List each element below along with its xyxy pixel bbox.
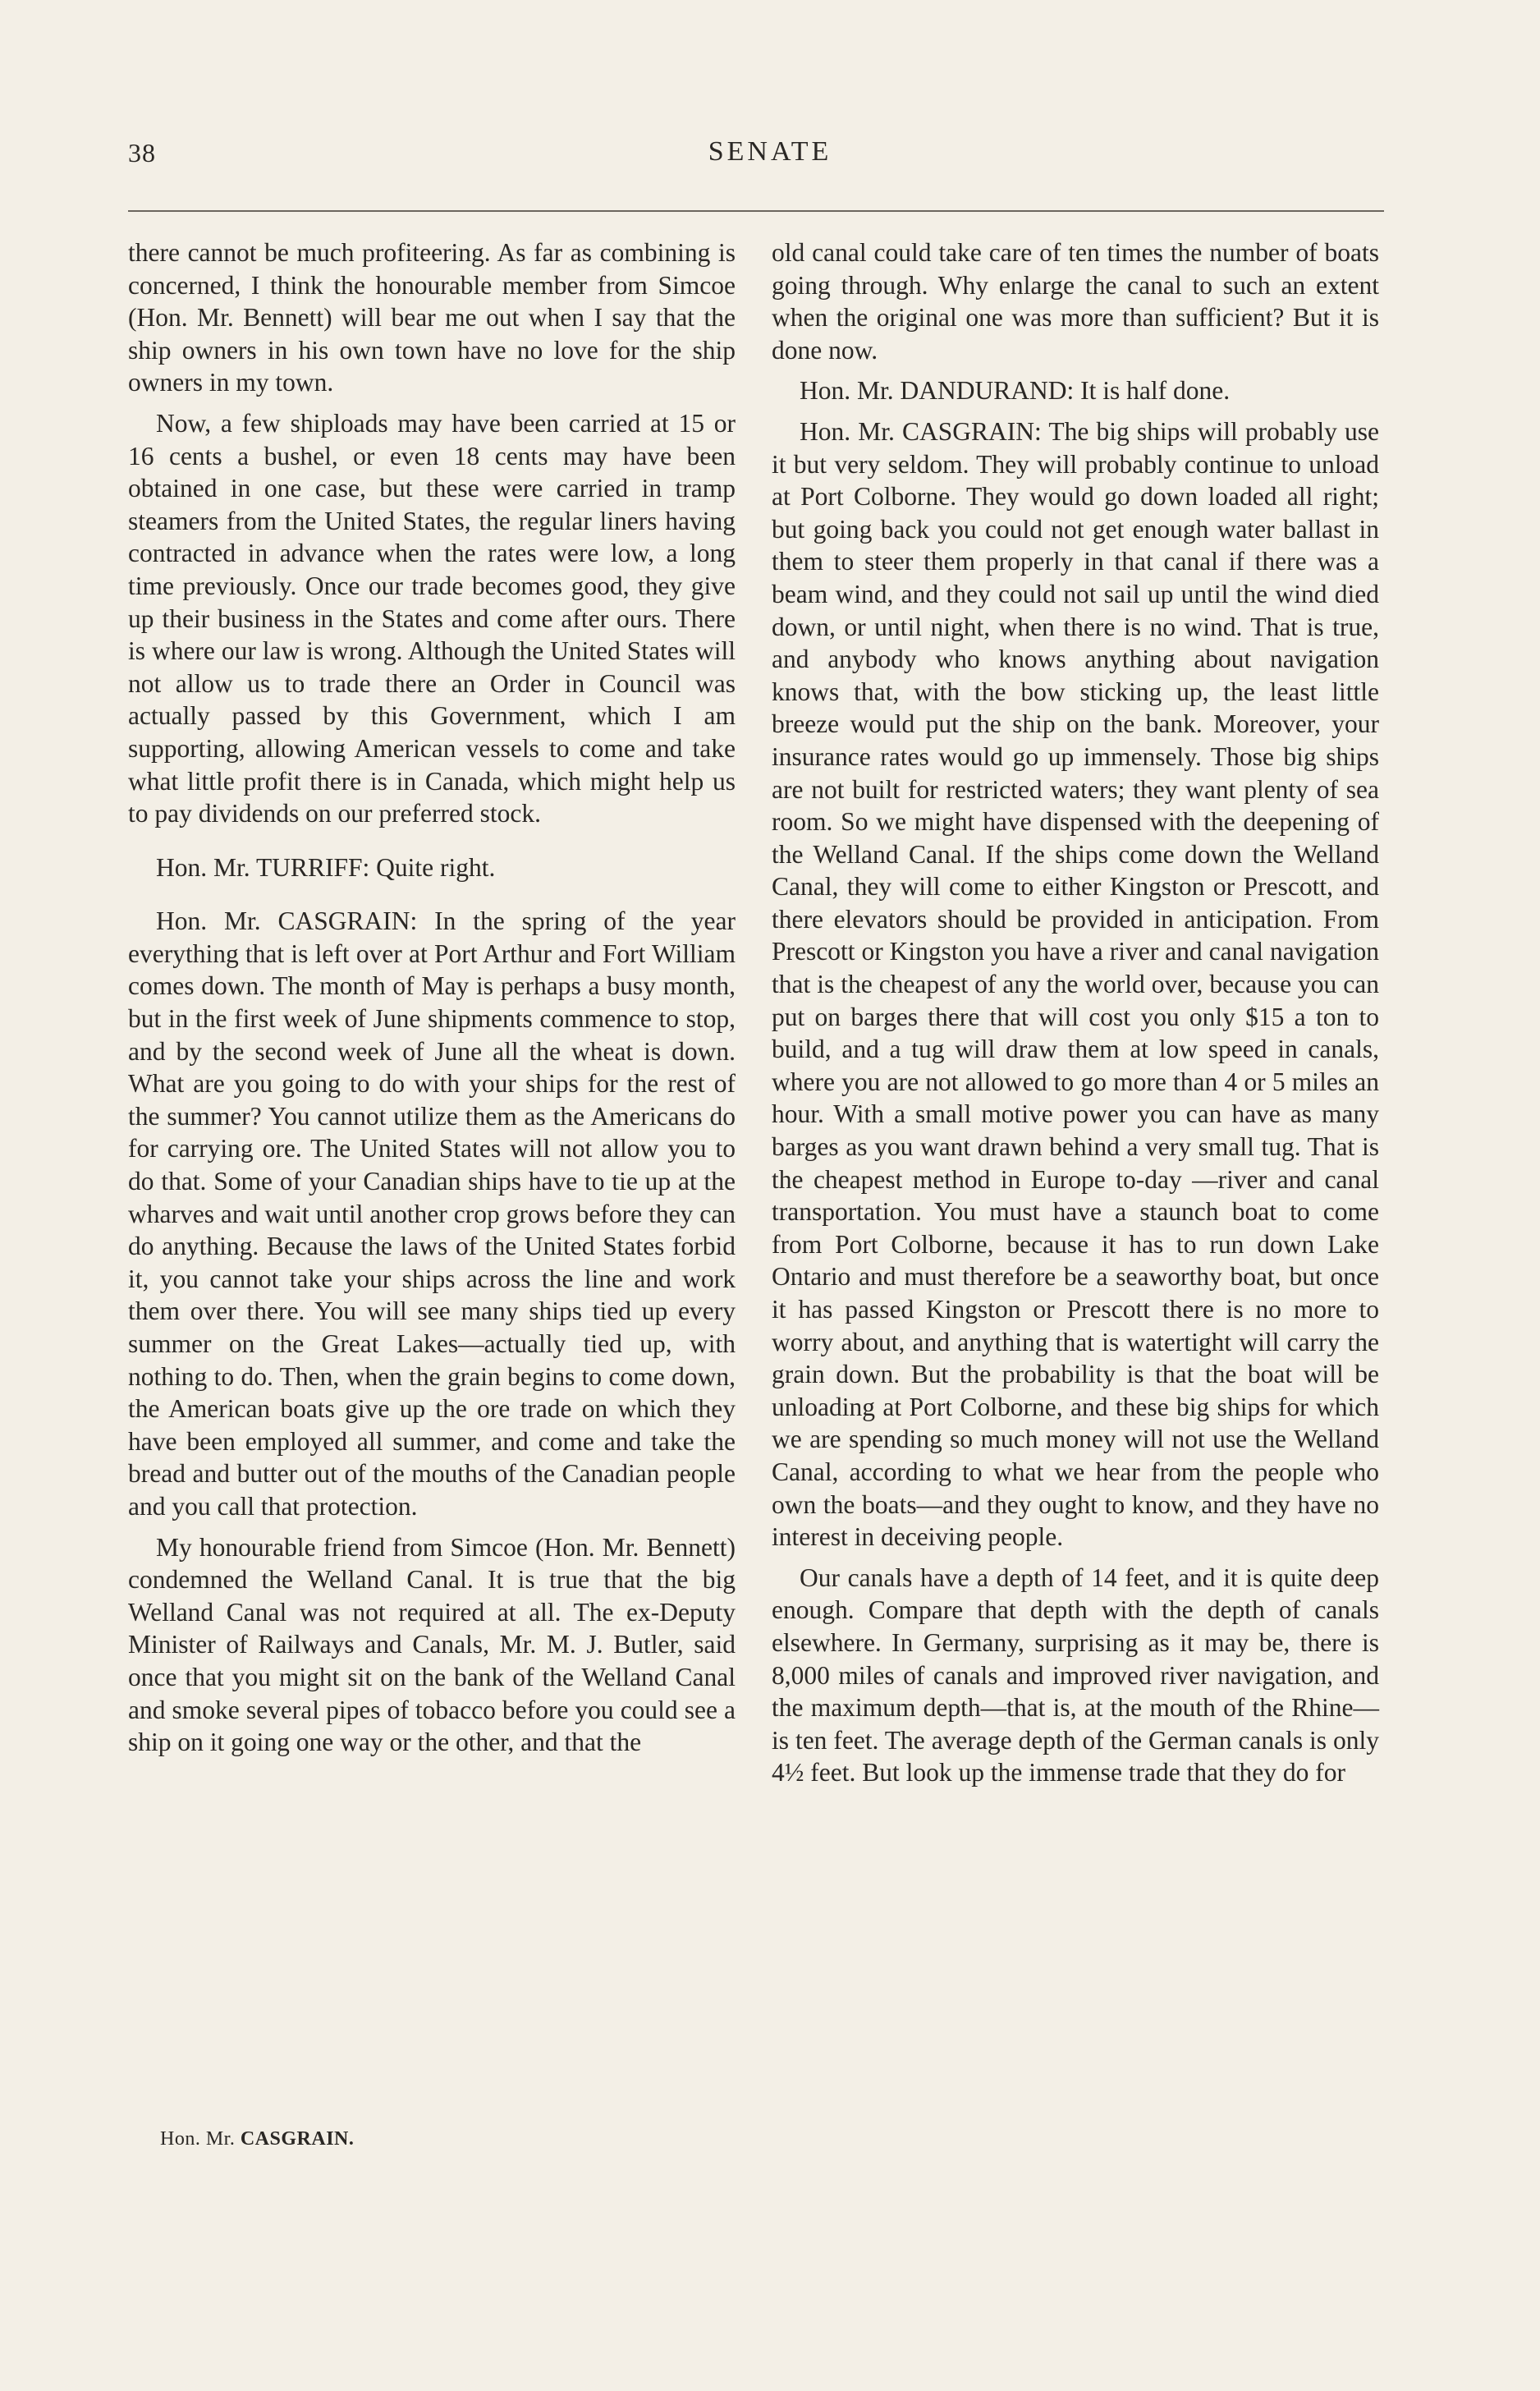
paragraph: My honourable friend from Simcoe (Hon. Mr. Bennett) condemned the Welland Canal. It is true that the big Welland Canal was not required at all. The ex-Deputy Minister of Railways and Canals, Mr. M. J. Butler, said once that you might sit on the bank of the Welland Canal and smoke several pipes of tobacco before you could see a ship on it going one way or the other, and that the: [128, 1532, 736, 1757]
page-number: 38: [128, 138, 156, 168]
paragraph: Now, a few shiploads may have been carried at 15 or 16 cents a bushel, or even 18 cents may have been obtained in one case, but these were carried in tramp steamers from the United States, the regular liners having contracted in advance when the rates were low, a long time previously. Once our trade becomes good, they give up their business in the States and come after ours. There is where our law is wrong. Although the United States will not allow us to trade there an Order in Council was actually passed by this Government, which I am supporting, allowing American vessels to come and take what little profit there is in Canada, which might help us to pay dividends on our preferred stock.: [128, 408, 736, 828]
paragraph: Hon. Mr. CASGRAIN: In the spring of the year everything that is left over at Port Arthur and Fort William comes down. The month of May is perhaps a busy month, but in the first week of June shipments commence to stop, and by the second week of June all the wheat is down. What are you going to do with your ships for the rest of the summer? You cannot utilize them as the Americans do for carrying ore. The United States will not allow you to do that. Some of your Canadian ships have to tie up at the wharves and wait until another crop grows before they can do anything. Because the laws of the United States forbid it, you cannot take your ships across the line and work them over there. You will see many ships tied up every summer on the Great Lakes—actually tied up, with nothing to do. Then, when the grain begins to come down, the American boats give up the ore trade on which they have been employed all summer, and come and take the bread and butter out of the mouths of the Canadian people and you call that protection.: [128, 906, 736, 1521]
running-head: SENATE: [708, 136, 832, 167]
footer-prefix: Hon. Mr.: [160, 2128, 236, 2150]
header-rule: [128, 210, 1384, 212]
left-column: [128, 236, 736, 1759]
footer-speaker-name: CASGRAIN.: [240, 2128, 355, 2150]
paragraph: Hon. Mr. CASGRAIN: The big ships will probably use it but very seldom. They will probably continue to unload at Port Colborne. They would go down loaded all right; but going back you could not get enough water ballast in them to steer them properly in that canal if there was a beam wind, and they could not sail up until the wind died down, or until night, when there is no wind. That is true, and anybody who knows anything about navigation knows that, with the bow sticking up, the least little breeze would put the ship on the bank. Moreover, your insurance rates would go up immensely. Those big ships are not built for restricted waters; they want plenty of sea room. So we might have dispensed with the deepening of the Welland Canal. If the ships come down the Welland Canal, they will come to either Kingston or Prescott, and there elevators should be provided in anticipation. From Prescott or Kingston you have a river and canal navigation that is the cheapest of any the world over, because you can put on barges there that will cost you only $15 a ton to build, and a tug will draw them at low speed in canals, where you are not allowed to go more than 4 or 5 miles an hour. With a small motive power you can have as many barges as you want drawn behind a very small tug. That is the cheapest method in Europe to-day —river and canal transportation. You must have a staunch boat to come from Port Colborne, because it has to run down Lake Ontario and must therefore be a seaworthy boat, but once it has passed Kingston or Prescott there is no more to worry about, and anything that is watertight will carry the grain down. But the probability is that the boat will be unloading at Port Colborne, and these big ships for which we are spending so much money will not use the Welland Canal, according to what we hear from the people who own the boats—and they ought to know, and they have no interest in deceiving people.: [772, 416, 1379, 1552]
footer-speaker: [160, 2128, 354, 2150]
paragraph: there cannot be much profiteering. As far as combining is concerned, I think the honourable member from Simcoe (Hon. Mr. Bennett) will bear me out when I say that the ship owners in his own town have no love for the ship owners in my town.: [128, 238, 736, 397]
speaker-interjection: Hon. Mr. DANDURAND: It is half done.: [800, 376, 1231, 406]
paragraph: old canal could take care of ten times the number of boats going through. Why enlarge the canal to such an extent when the original one was more than sufficient? But it is done now.: [772, 238, 1379, 365]
right-column: [772, 236, 1379, 1789]
speaker-interjection: Hon. Mr. TURRIFF: Quite right.: [156, 852, 496, 882]
paragraph: Our canals have a depth of 14 feet, and it is quite deep enough. Compare that depth with the depth of canals elsewhere. In Germany, surprising as it may be, there is 8,000 miles of canals and improved river navigation, and the maximum depth—that is, at the mouth of the Rhine—is ten feet. The average depth of the German canals is only 4½ feet. But look up the immense trade that they do for: [772, 1563, 1379, 1788]
